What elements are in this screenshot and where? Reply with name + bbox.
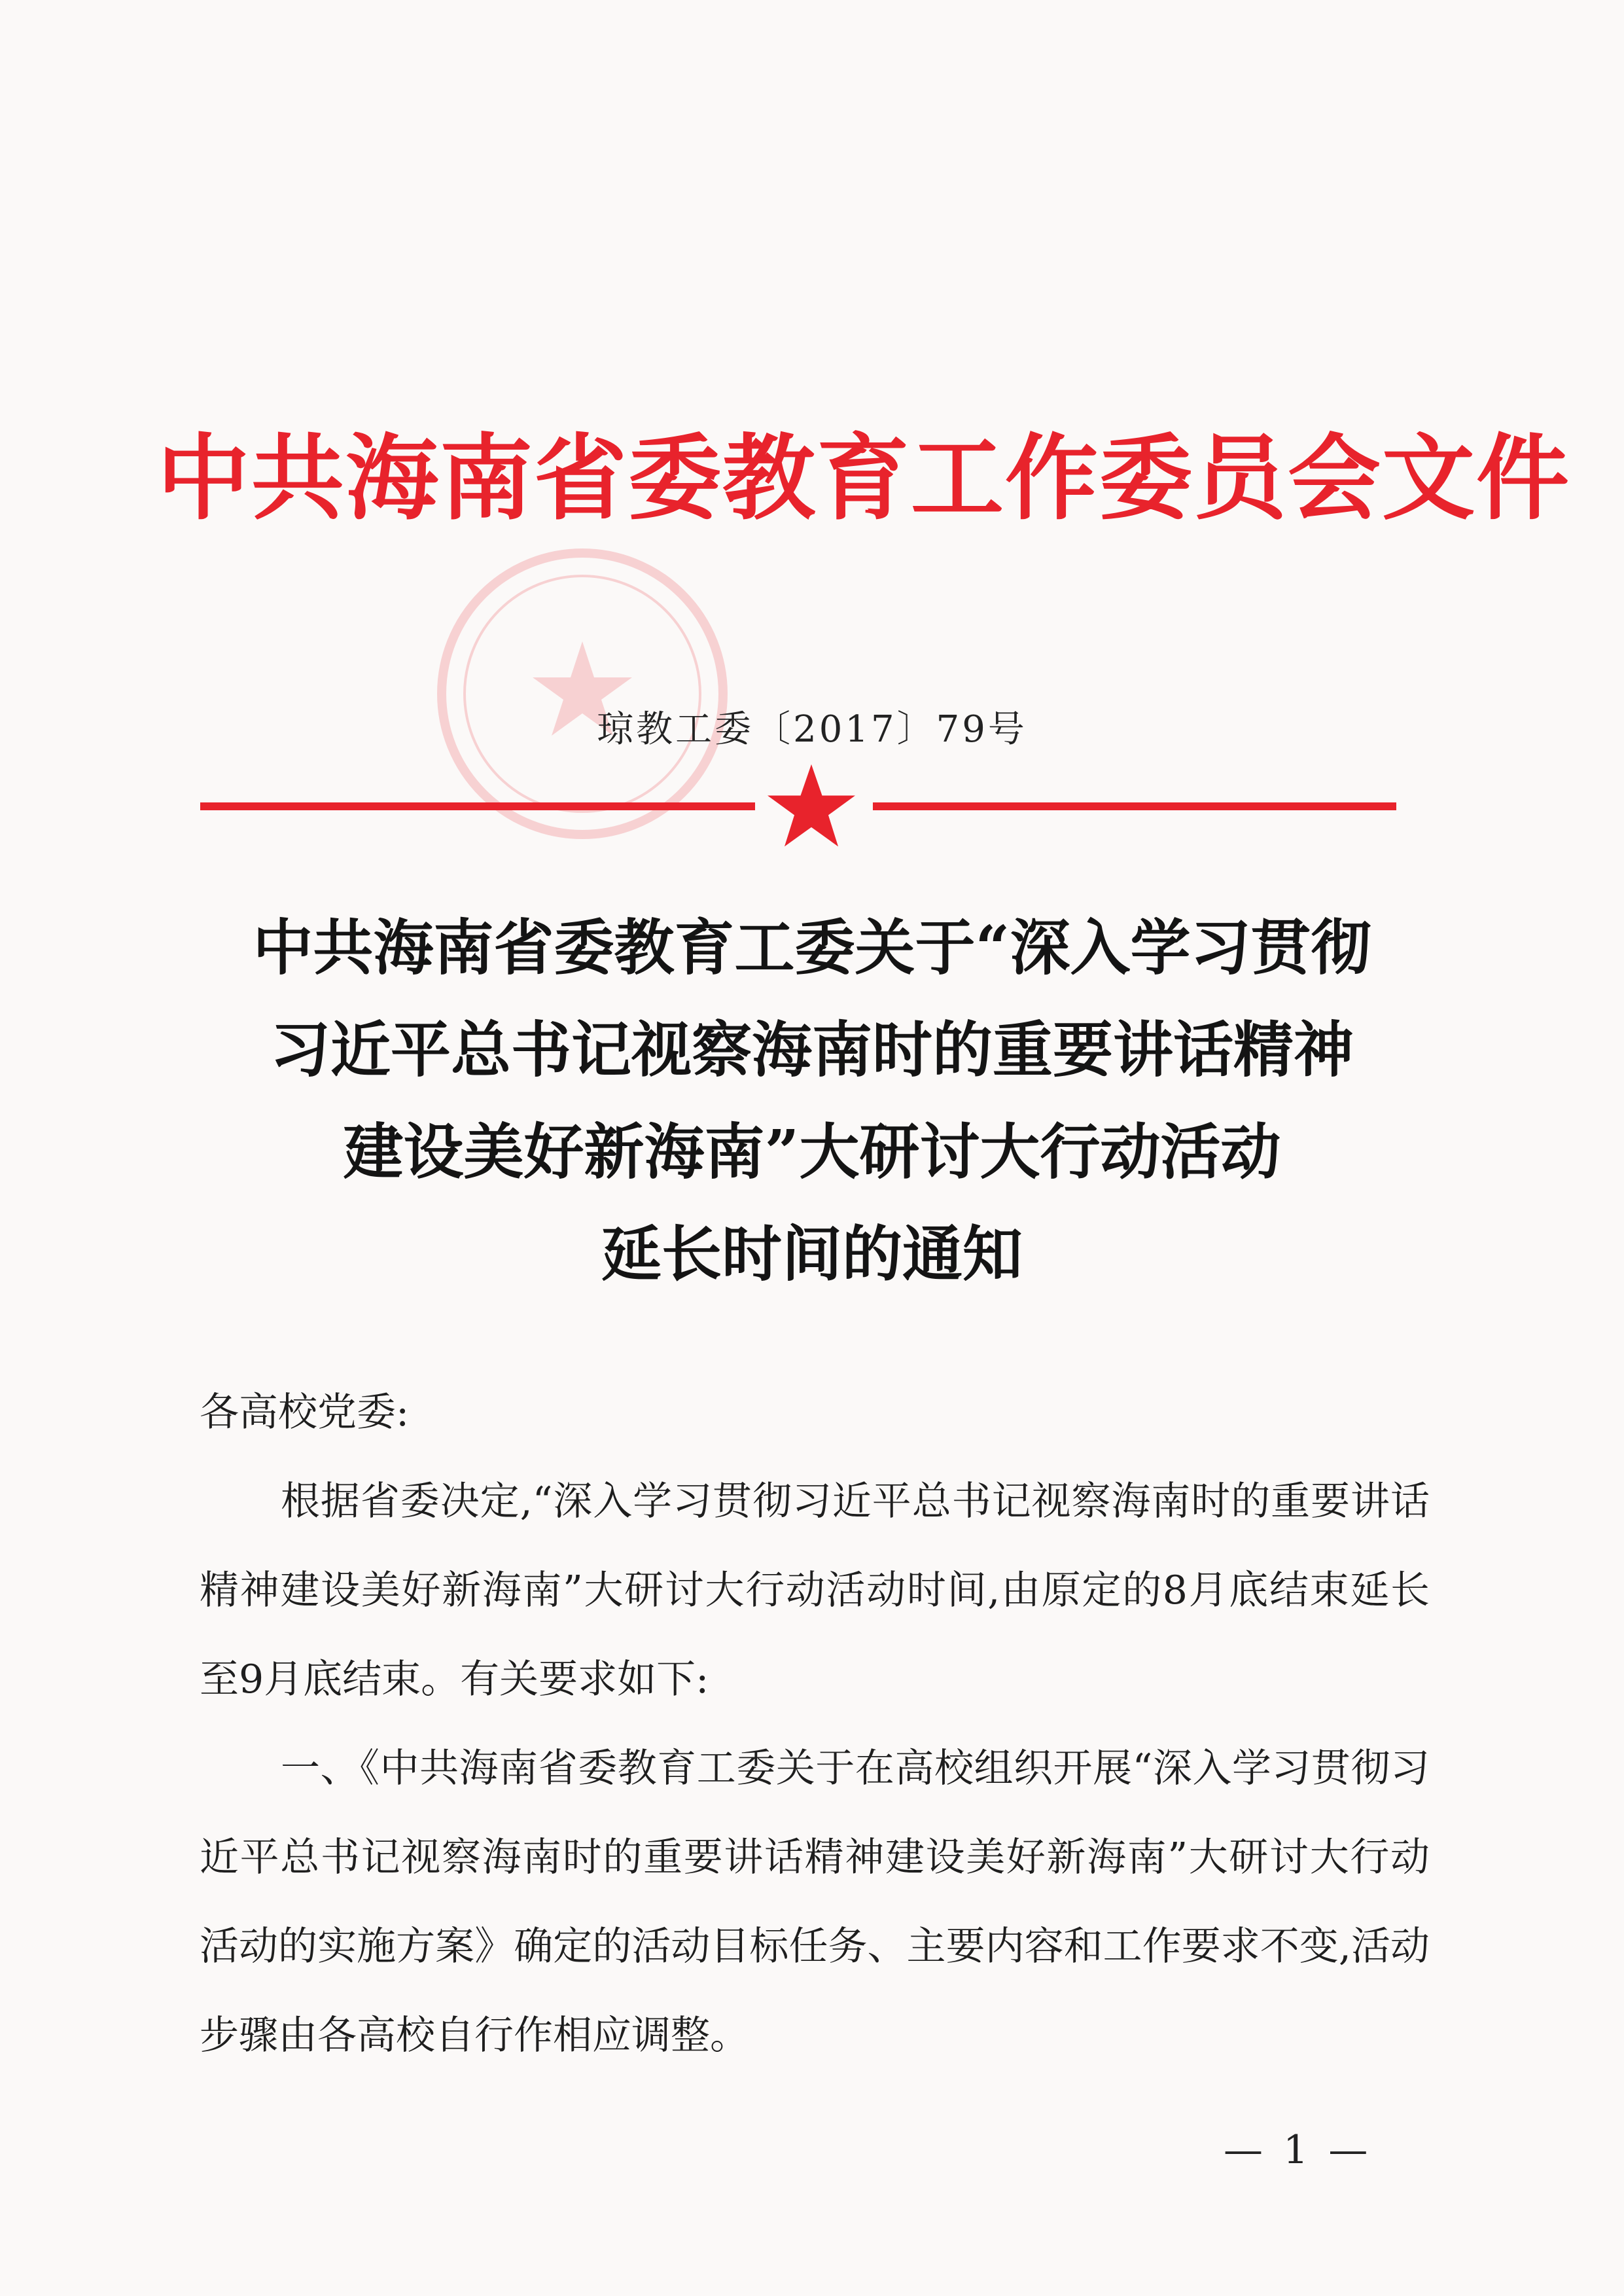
title-line: 中共海南省委教育工委关于“深入学习贯彻 [253, 912, 1371, 983]
notice-body [200, 1368, 1430, 2080]
document-number: 琼教工委〔2017〕79号 [597, 708, 1027, 751]
body-paragraph: 根据省委决定,“深入学习贯彻习近平总书记视察海南时的重要讲话精神建设美好新海南”大研讨大行动活动时间,由原定的8月底结束延长至9月底结束。有关要求如下: [200, 1479, 1430, 1702]
title-line: 习近平总书记视察海南时的重要讲话精神 [270, 1014, 1354, 1085]
salutation: 各高校党委: [200, 1390, 410, 1435]
header-divider-right [873, 802, 1396, 810]
official-seal-icon [399, 543, 766, 844]
notice-title [0, 897, 1624, 1305]
title-line: 建设美好新海南”大研讨大行动活动 [343, 1117, 1281, 1187]
masthead-title: 中共海南省委教育工作委员会文件 [157, 424, 1570, 533]
red-star-icon [766, 762, 857, 850]
title-line: 延长时间的通知 [601, 1219, 1023, 1289]
page-number: — 1 — [1224, 2127, 1372, 2173]
body-paragraph: 一、《中共海南省委教育工委关于在高校组织开展“深入学习贯彻习近平总书记视察海南时的重要讲话精神建设美好新海南”大研讨大行动活动的实施方案》确定的活动目标任务、主要内容和工作要求不变,活动步骤由各高校自行作相应调整。 [200, 1746, 1430, 2058]
header-divider-left [200, 802, 755, 810]
